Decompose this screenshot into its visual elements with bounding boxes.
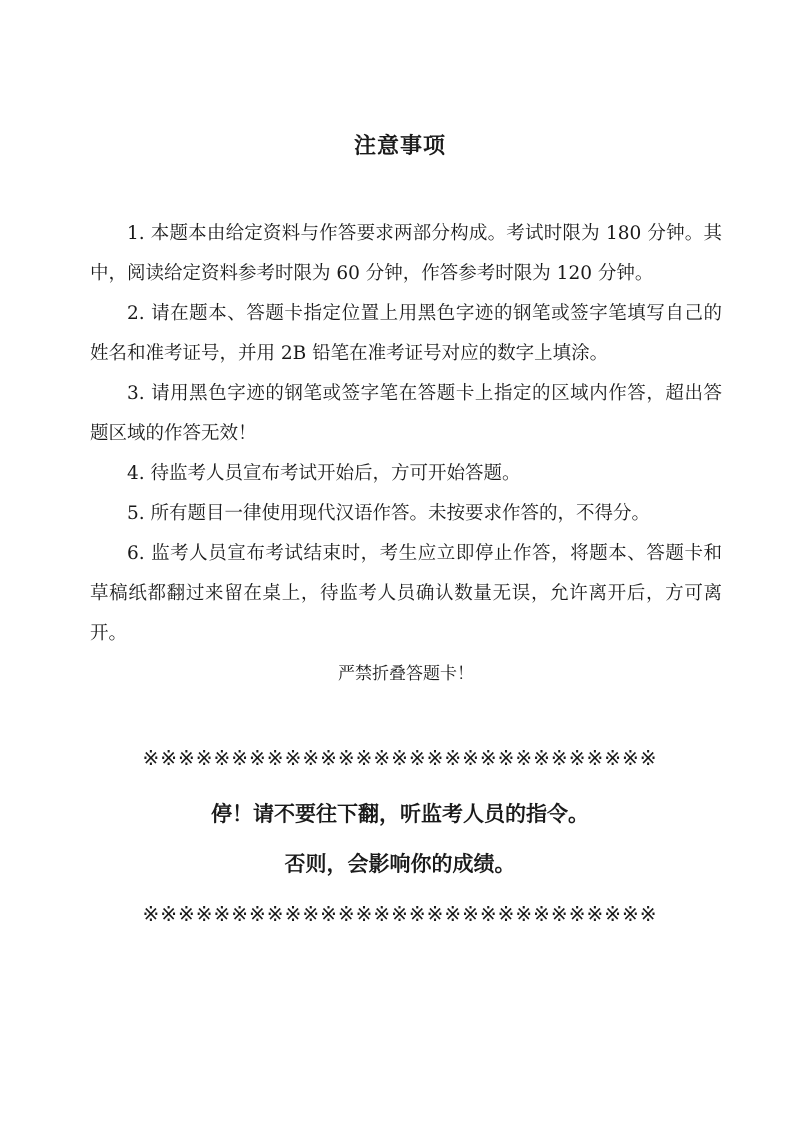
star-divider-bottom: ※※※※※※※※※※※※※※※※※※※※※※※※※※※※※ <box>142 902 658 926</box>
instruction-item-5: 5. 所有题目一律使用现代汉语作答。未按要求作答的，不得分。 <box>127 503 651 524</box>
score-warning: 否则，会影响你的成绩。 <box>284 852 516 876</box>
page-title: 注意事项 <box>353 134 446 159</box>
instruction-item-3: 3. 请用黑色字迹的钢笔或签字笔在答题卡上指定的区域内作答，超出答题区域的作答无效！ <box>90 383 722 444</box>
instruction-item-6: 6. 监考人员宣布考试结束时，考生应立即停止作答，将题本、答题卡和草稿纸都翻过来留在桌上，待监考人员确认数量无误，允许离开后，方可离开。 <box>90 543 722 644</box>
star-divider-top: ※※※※※※※※※※※※※※※※※※※※※※※※※※※※※ <box>142 746 658 770</box>
instruction-item-1: 1. 本题本由给定资料与作答要求两部分构成。考试时限为 180 分钟。其中，阅读给定资料参考时限为 60 分钟，作答参考时限为 120 分钟。 <box>90 223 722 284</box>
instruction-item-4: 4. 待监考人员宣布考试开始后，方可开始答题。 <box>127 463 521 484</box>
stop-warning: 停！请不要往下翻，听监考人员的指令。 <box>211 802 589 826</box>
instructions-list <box>90 214 722 694</box>
instruction-item-2: 2. 请在题本、答题卡指定位置上用黑色字迹的钢笔或签字笔填写自己的姓名和准考证号，并用 2B 铅笔在准考证号对应的数字上填涂。 <box>90 303 722 364</box>
no-folding-notice: 严禁折叠答题卡！ <box>338 664 474 684</box>
